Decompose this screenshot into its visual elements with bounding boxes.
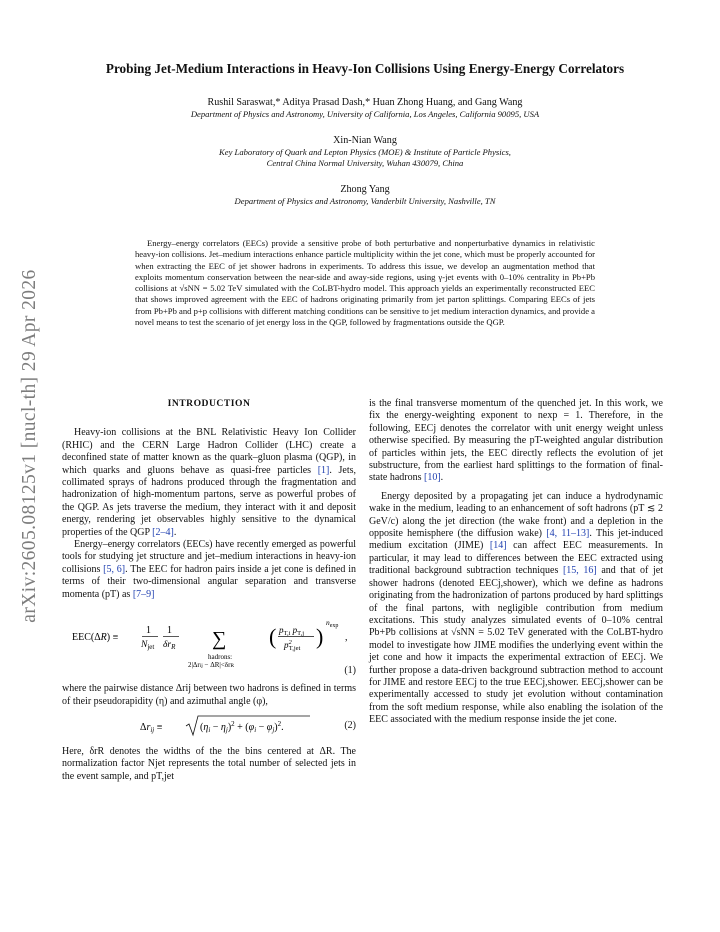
intro-paragraph-5: is the final transverse momentum of the quenched jet. In this work, we fix the energy-weighting exponent to nexp = 1. Therefore, in the following, EECj denotes the correlator with unit energy weight unless otherwise specified. By measuring the pT-weighted angular distribution of particles within jets, the EEC directly reflects the evolution of jet substructure, from the earliest hard splittings to the formation of final-state hadrons [10]. bbox=[369, 398, 663, 484]
intro-paragraph-4: Here, δrR denotes the widths of the the bins centered at ΔR. The normalization factor Njet represents the total number of selected jets in the event sample, and pT,jet bbox=[62, 745, 356, 782]
citation-link[interactable]: [4, 11–13] bbox=[546, 528, 590, 540]
author-list-3: Zhong Yang bbox=[340, 183, 390, 195]
paper-header bbox=[60, 60, 670, 220]
equation-2-number: (2) bbox=[344, 719, 356, 731]
intro-paragraph-2: Energy–energy correlators (EECs) have recently emerged as powerful tools for studying jet structure and jet–medium interactions in heavy-ion collisions [5, 6]. The EEC for hadron pairs inside a jet cone is defined in terms of their two-dimensional angular separation and transverse momenta (pT) as [7–9] bbox=[62, 539, 356, 600]
equation-1-number: (1) bbox=[344, 665, 356, 677]
author-list-2: Xin-Nian Wang bbox=[333, 134, 397, 146]
equation-2 bbox=[62, 714, 356, 740]
equation-1-formula bbox=[62, 609, 356, 679]
svg-text:δrR: $\delta r_R$ bbox=[163, 640, 176, 652]
citation-link[interactable]: [7–9] bbox=[132, 588, 155, 600]
citation-link[interactable]: [14] bbox=[489, 540, 507, 552]
affiliation-2-line-1: Key Laboratory of Quark and Lepton Physics (MOE) & Institute of Particle Physics, bbox=[219, 146, 511, 157]
intro-paragraph-3: where the pairwise distance Δrij between two hadrons is defined in terms of their pseudorapidity (η) and azimuthal angle (φ), bbox=[62, 683, 356, 707]
svg-text:pT,i pT,j: $p_{T,i}$ $p_{T,j}$ bbox=[279, 625, 305, 638]
affiliation-1: Department of Physics and Astronomy, University of California, Los Angeles, California 90095, USA bbox=[190, 109, 540, 119]
intro-paragraph-6: Energy deposited by a propagating jet can induce a hydrodynamic wake in the medium, leading to an enhancement of soft hadrons (pT ≲ 2 GeV/c) along the jet direction (the wake front) and a depletion in the opposite hemisphere (the diffusion wake) [4, 11–13]. This jet-induced medium excitation (JIME) [14] can affect EEC measurements. In particular, it may lead to differences between the EEC extracted using traditional background subtraction techniques [15, 16] and that of jet shower hadrons (denoted EECj,shower), which we define as hadrons originating from the hadronization of partons produced by hard splittings of the final partons, with negligible contribution from medium excitations. This study analyzes simulated events of 0–10% central Pb+Pb collisions at √sNN = 5.02 TeV generated with the CoLBT-hydro model to investigate how JIME modifies the underlying event within the jet cone and how it impacts the experimental extraction of EECj. We further propose a data-driven background subtraction method to account for JIME and restore EECj to the true EECj,shower. EECj,shower can be experimentally accessed to study jet evolution without contamination from the soft medium response, while also enabling the isolation of the EEC associated with the medium response inside the jet cone. bbox=[369, 490, 663, 726]
arxiv-identifier bbox=[10, 236, 50, 656]
citation-link[interactable]: [1] bbox=[317, 464, 330, 476]
svg-text:2|Δrij − ΔR|<δrR: 2|Δrij − ΔR|<δrR bbox=[188, 661, 235, 670]
svg-text:nexp: $n_{exp}$ bbox=[326, 618, 339, 630]
svg-text:1: 1 bbox=[146, 625, 151, 637]
svg-text:hadrons:: hadrons: bbox=[208, 653, 233, 662]
svg-text:(ηi − ηj)2 + (φi − φj)2.: $(\eta_i - \eta_j)^2 + (\varphi_i - \varphi_j)^2$. bbox=[200, 719, 284, 734]
intro-paragraph-1: Heavy-ion collisions at the BNL Relativistic Heavy Ion Collider (RHIC) and the CERN Large Hadron Collider (LHC) create a deconfined state of matter known as the quark–gluon plasma (QGP), in which quarks and gluons behave as quasi-free particles [1]. Jets, collimated sprays of hadrons produced through the fragmentation and hadronization of high-momentum partons, serve as powerful probes of the QGP. As jets traverse the medium, they interact with it and deposit energy, rendering jet observables highly sensitive to the dynamical properties of the QGP [2–4]. bbox=[62, 427, 356, 538]
author-list-1: Rushil Saraswat,* Aditya Prasad Dash,* Huan Zhong Huang, and Gang Wang bbox=[207, 97, 523, 108]
section-title-introduction: INTRODUCTION bbox=[167, 398, 251, 409]
equation-2-formula bbox=[62, 714, 356, 740]
svg-text:1: 1 bbox=[167, 625, 172, 637]
left-column bbox=[62, 398, 356, 783]
svg-text:Njet: $N_{jet}$ bbox=[141, 640, 155, 652]
svg-text:Δrij ≡: $\Delta r_{ij}$ ≡ bbox=[140, 721, 163, 734]
svg-text:(: ( bbox=[269, 624, 277, 650]
citation-link[interactable]: [10] bbox=[424, 472, 441, 484]
svg-text:): ) bbox=[316, 624, 324, 650]
abstract: Energy–energy correlators (EECs) provide a sensitive probe of both perturbative and nonperturbative dynamics in relativistic heavy-ion collisions. Jet–medium interactions enhance particle multiplicity within the jet cone, which must be properly accounted for when extracting the EEC of jet shower hadrons in experiments. To address this issue, we develop an augmentation method that exploits momentum conservation between the near-side and away-side regions, using γ-jet events with 0–10% centrality in Pb+Pb collisions at √sNN = 5.02 TeV simulated with the CoLBT-hydro model. This approach yields an experimentally reconstructed EEC that shows improved agreement with the EEC of hadrons originating primarily from jet parton splittings. Comparing EECs of jets from Pb+Pb and p+p collisions with different matching conditions can be sensitive to jet medium interaction dynamics, and provide a novel means to test the scenario of jet energy loss in the QGP, followed by fragmentations outside the QGP. bbox=[135, 238, 595, 328]
citation-link[interactable]: [5, 6] bbox=[103, 563, 126, 575]
affiliation-2-line-2: Central China Normal University, Wuhan 430079, China bbox=[266, 158, 464, 168]
citation-link[interactable]: [2–4] bbox=[152, 526, 174, 538]
arxiv-identifier-text: arXiv:2605.08125v1 [nucl-th] 29 Apr 2026 bbox=[19, 269, 40, 623]
paper-title: Probing Jet-Medium Interactions in Heavy-Ion Collisions Using Energy-Energy Correlators bbox=[105, 61, 625, 76]
equation-1 bbox=[62, 609, 356, 679]
svg-text:p2T,jet: $p^2$ T,jet bbox=[284, 639, 301, 653]
right-column bbox=[369, 398, 663, 727]
svg-text:∑: ∑ bbox=[212, 628, 227, 651]
svg-text:,: , bbox=[345, 632, 348, 644]
svg-text:EEC(ΔR) ≡: EEC(ΔR) ≡ bbox=[72, 632, 119, 644]
affiliation-3: Department of Physics and Astronomy, Vanderbilt University, Nashville, TN bbox=[234, 195, 496, 206]
citation-link[interactable]: [15, 16] bbox=[562, 565, 597, 577]
affiliation-2 bbox=[60, 147, 670, 170]
